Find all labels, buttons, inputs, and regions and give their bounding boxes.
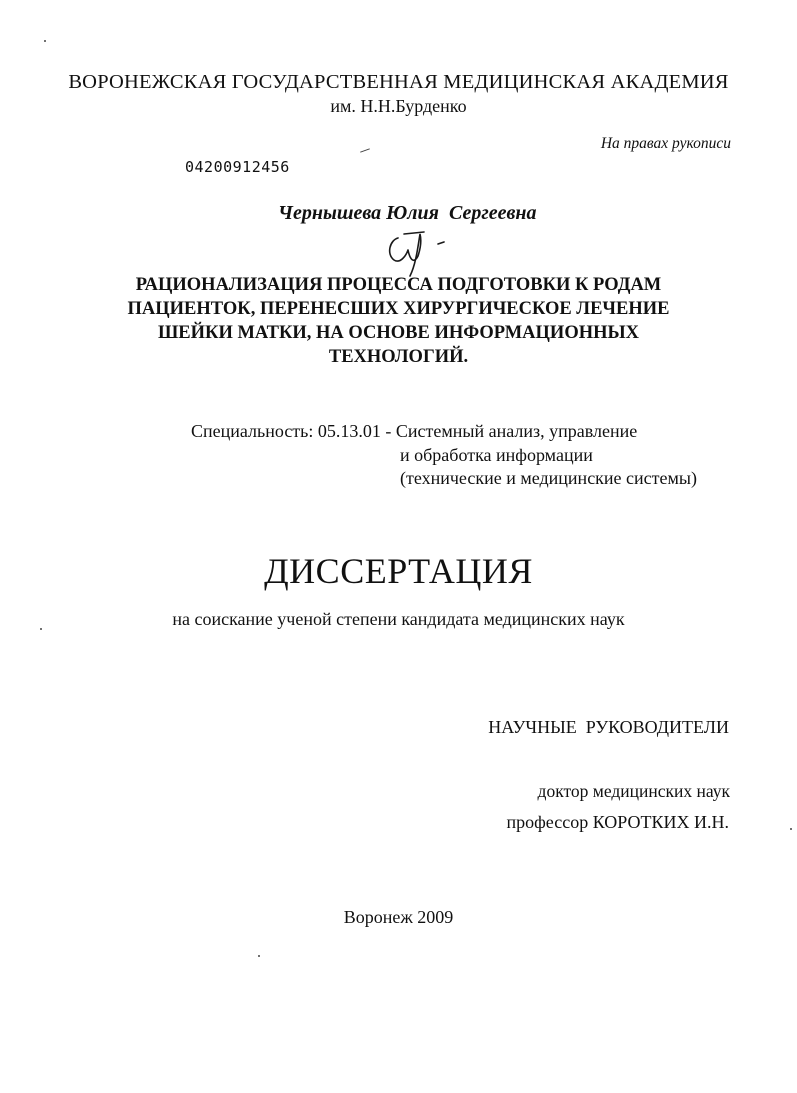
institution-name: ВОРОНЕЖСКАЯ ГОСУДАРСТВЕННАЯ МЕДИЦИНСКАЯ АКАДЕМИЯ — [68, 71, 729, 93]
rights-note: На правах рукописи — [600, 135, 731, 152]
handwritten-signature-icon — [380, 220, 460, 280]
degree-statement: на соискание ученой степени кандидата медицинских наук — [172, 609, 625, 629]
scan-speck — [790, 828, 792, 830]
title-line: ПАЦИЕНТОК, ПЕРЕНЕСШИХ ХИРУРГИЧЕСКОЕ ЛЕЧЕНИЕ — [127, 299, 670, 319]
title-line: РАЦИОНАЛИЗАЦИЯ ПРОЦЕССА ПОДГОТОВКИ К РОДАМ — [135, 275, 662, 295]
title-line: ШЕЙКИ МАТКИ, НА ОСНОВЕ ИНФОРМАЦИОННЫХ — [157, 323, 640, 343]
title-line: ТЕХНОЛОГИЙ. — [328, 347, 469, 367]
document-type-heading: ДИССЕРТАЦИЯ — [264, 551, 533, 591]
scan-speck — [44, 40, 46, 42]
specialty-line-2: и обработка информации — [400, 445, 593, 465]
institution-honorific: им. Н.Н.Бурденко — [330, 96, 467, 116]
specialty-line-3: (технические и медицинские системы) — [400, 468, 697, 488]
scan-speck — [258, 955, 260, 957]
supervisor-degree: доктор медицинских наук — [537, 781, 730, 801]
scan-speck — [40, 628, 42, 630]
scan-speck — [360, 148, 370, 152]
specialty-line-1: Специальность: 05.13.01 - Системный анализ, управление — [191, 421, 638, 441]
dissertation-title — [0, 273, 797, 369]
supervisor-name: профессор КОРОТКИХ И.Н. — [506, 812, 729, 832]
catalog-code: 04200912456 — [185, 158, 290, 176]
supervisors-heading: НАУЧНЫЕ РУКОВОДИТЕЛИ — [488, 717, 729, 737]
city-year: Воронеж 2009 — [343, 907, 454, 927]
author-name: Чернышева Юлия Сергеевна — [278, 202, 537, 224]
